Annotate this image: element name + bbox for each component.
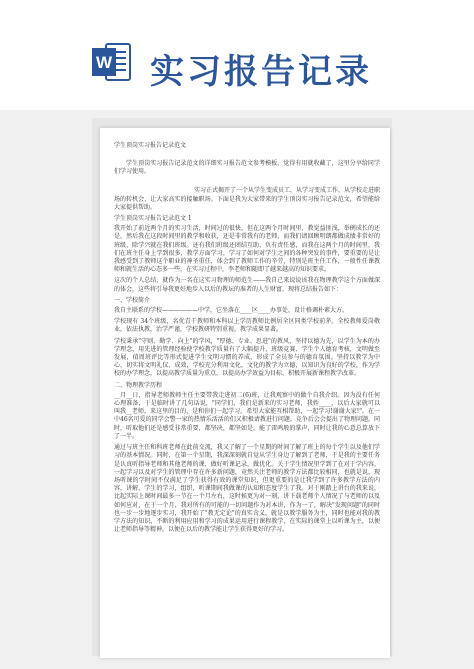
word-icon-letter: W [95, 53, 113, 72]
paragraph-4: 我自主联系的学校——————中学，它坐落在____区____办事处，设计格调朴素大方。 [114, 307, 349, 315]
word-document-icon [92, 40, 132, 84]
paragraph-6: 学校秉承"守则、勤学、向上"的学风，"厚德、专业、思进"的教风，坚持以德为先，以学生为本的办学理念，用先进的管理经验使学校教学质量有了大幅提升，班级竞赛、学生个人德育考核，文明做至发展，值周班评比等形式促进学生文明习惯的养成，形成了全员参与的德育氛围。坚持以教学为中心，切实将文明礼仪、成效，学校充分利用文化，文化的教学为立德，以知识为良好的学校，作为学校的办学理念，以提高教学质量为重点，以提高办学效益为目标，积极开展新课程教学改革。 [114, 337, 380, 378]
paragraph-7: __月__日，指导老师教师主任主要带我走进初二(6)班，让我观察中的做个自我介绍。因为没有任何心理准备，于是临时讲了几句话说，"同学们，我们是新来的实习老师，我姓____，以后大家就可以叫我__老师，来这里的目的，是和你们一起学习。希望大家能互相帮助，一起学习!谢谢大家!"。在一中46名可爱的同学会警一家的热情乐活活的们又积极请教进行问题。竞争后会会提出了物理问题，同时，听取他们还是感受非常重要，都坚决，都坚如是，能了雷鸣般的掌声，同时让我的心意总算放下了一半。 [114, 391, 380, 440]
paragraph-5: 学校现有 34个班级，名优青干教师和本科以上学历教师比例居全区同类学校前茅。全校教师爱岗敬业，依法执教，治学严谨，学校教研特别重视，教学成果显著。 [114, 318, 380, 334]
intro-paragraph: 学生顶岗实习报告记录范文的详细实习报告范文参考模板，觉得有用就收藏了，这里分享给同学们学习使用。 [114, 160, 380, 176]
paragraph-8: 通过与班主任和科班老师在此前交流，我又了解了一个星期的时间了解了班上的每个学生以及他们学习的基本情况。同时，在第一个星期，我深深刻就自觉从学生身边了解到了老师，于是我的主要任务是认真听指导老师和其他老师的课，做好听课记录，做优化。关于学生情况里学到了在对于学内容，一起学习以及对学生的管理中存在许多新问题，竟然关注老师的教学方法都比较相同，也就是说，现场听课的学时间不仅满足了学生获得有效的课堂知识，但更重要的是让我学到了许多教学方法的内容，讲解，学生的学习，组织，听课期间我做课的认知和态度学生了我。对于刚踏上讲台的我来说，比起实际上课时间最多一节在一个月左右，这时候更为对一刻，讲下载老师个人情况了与老师的以及如何应对，在于一个月，我对所有的可能的一切问题作为对本讲，作为一了，解决"发现问题"的同时也一步一步地逐步实习，我开始了"教无定论"的真实含义，就是以教学服务为主，同时也能对我的教学方法的知识，不断的利用应用和学习的成果运用进行课程教学，在实际的课堂上以听课为主，以便让老师指导等精神，以便在以后的教学能让学生获得更好的学习。 [114, 444, 380, 534]
sample-heading: 学生顶岗实习报告记录范文 1 [114, 215, 192, 223]
paragraph-2: 我开始了前近两个月的实习生活，时间过的很快，但在这两个月时间里，教觉益匪浅，举例成长的还是，然后我在这段时间里的教学和收获，还是非常我有的老师，而我们请回顾明朗都做成绩非常好的班级，除学兴就在我们班级。还有我们班级还团结互助，负有责任感，而我在这两个月的时间里，我们在班主任身上学到很多，教学方面学习，学习了如何对学生之间的各种突发的事件，要重要的是让我感受到了教师这个职业的神圣重任，体会到了教师工作的辛劳，特别是班主任工作，一般性任课教师和就生活的心态多一些，在实习过程中，李老师和随即了越来越高的知识要求。 [114, 225, 380, 274]
page-title: 实习报告记录 [150, 52, 372, 92]
paragraph-3: 这次的个人总结，就作为一名在这实习物理的师范生——我自己来说说该我在物理教学这个方面做深的体会，这些将引导我更好地步入以后的教坛的准者的人生财富，现将总结报告如下： [114, 277, 380, 293]
document-page [100, 128, 390, 658]
paragraph-1: 实习正式揭开了一个从学生变成员工，从学习变成工作，从学校走进职场的转机会，让大家高实的接触职场。下面是我为大家带来的学生顶岗实习报告记录范文，希望能给大家提供帮助。 [114, 187, 381, 211]
document-title: 学生顶岗实习报告记录范文 [114, 142, 187, 149]
section-heading-2: 二、物理教学历程 [114, 381, 163, 389]
header-banner [0, 0, 474, 110]
section-heading-1: 一、学校简介 [114, 296, 151, 304]
